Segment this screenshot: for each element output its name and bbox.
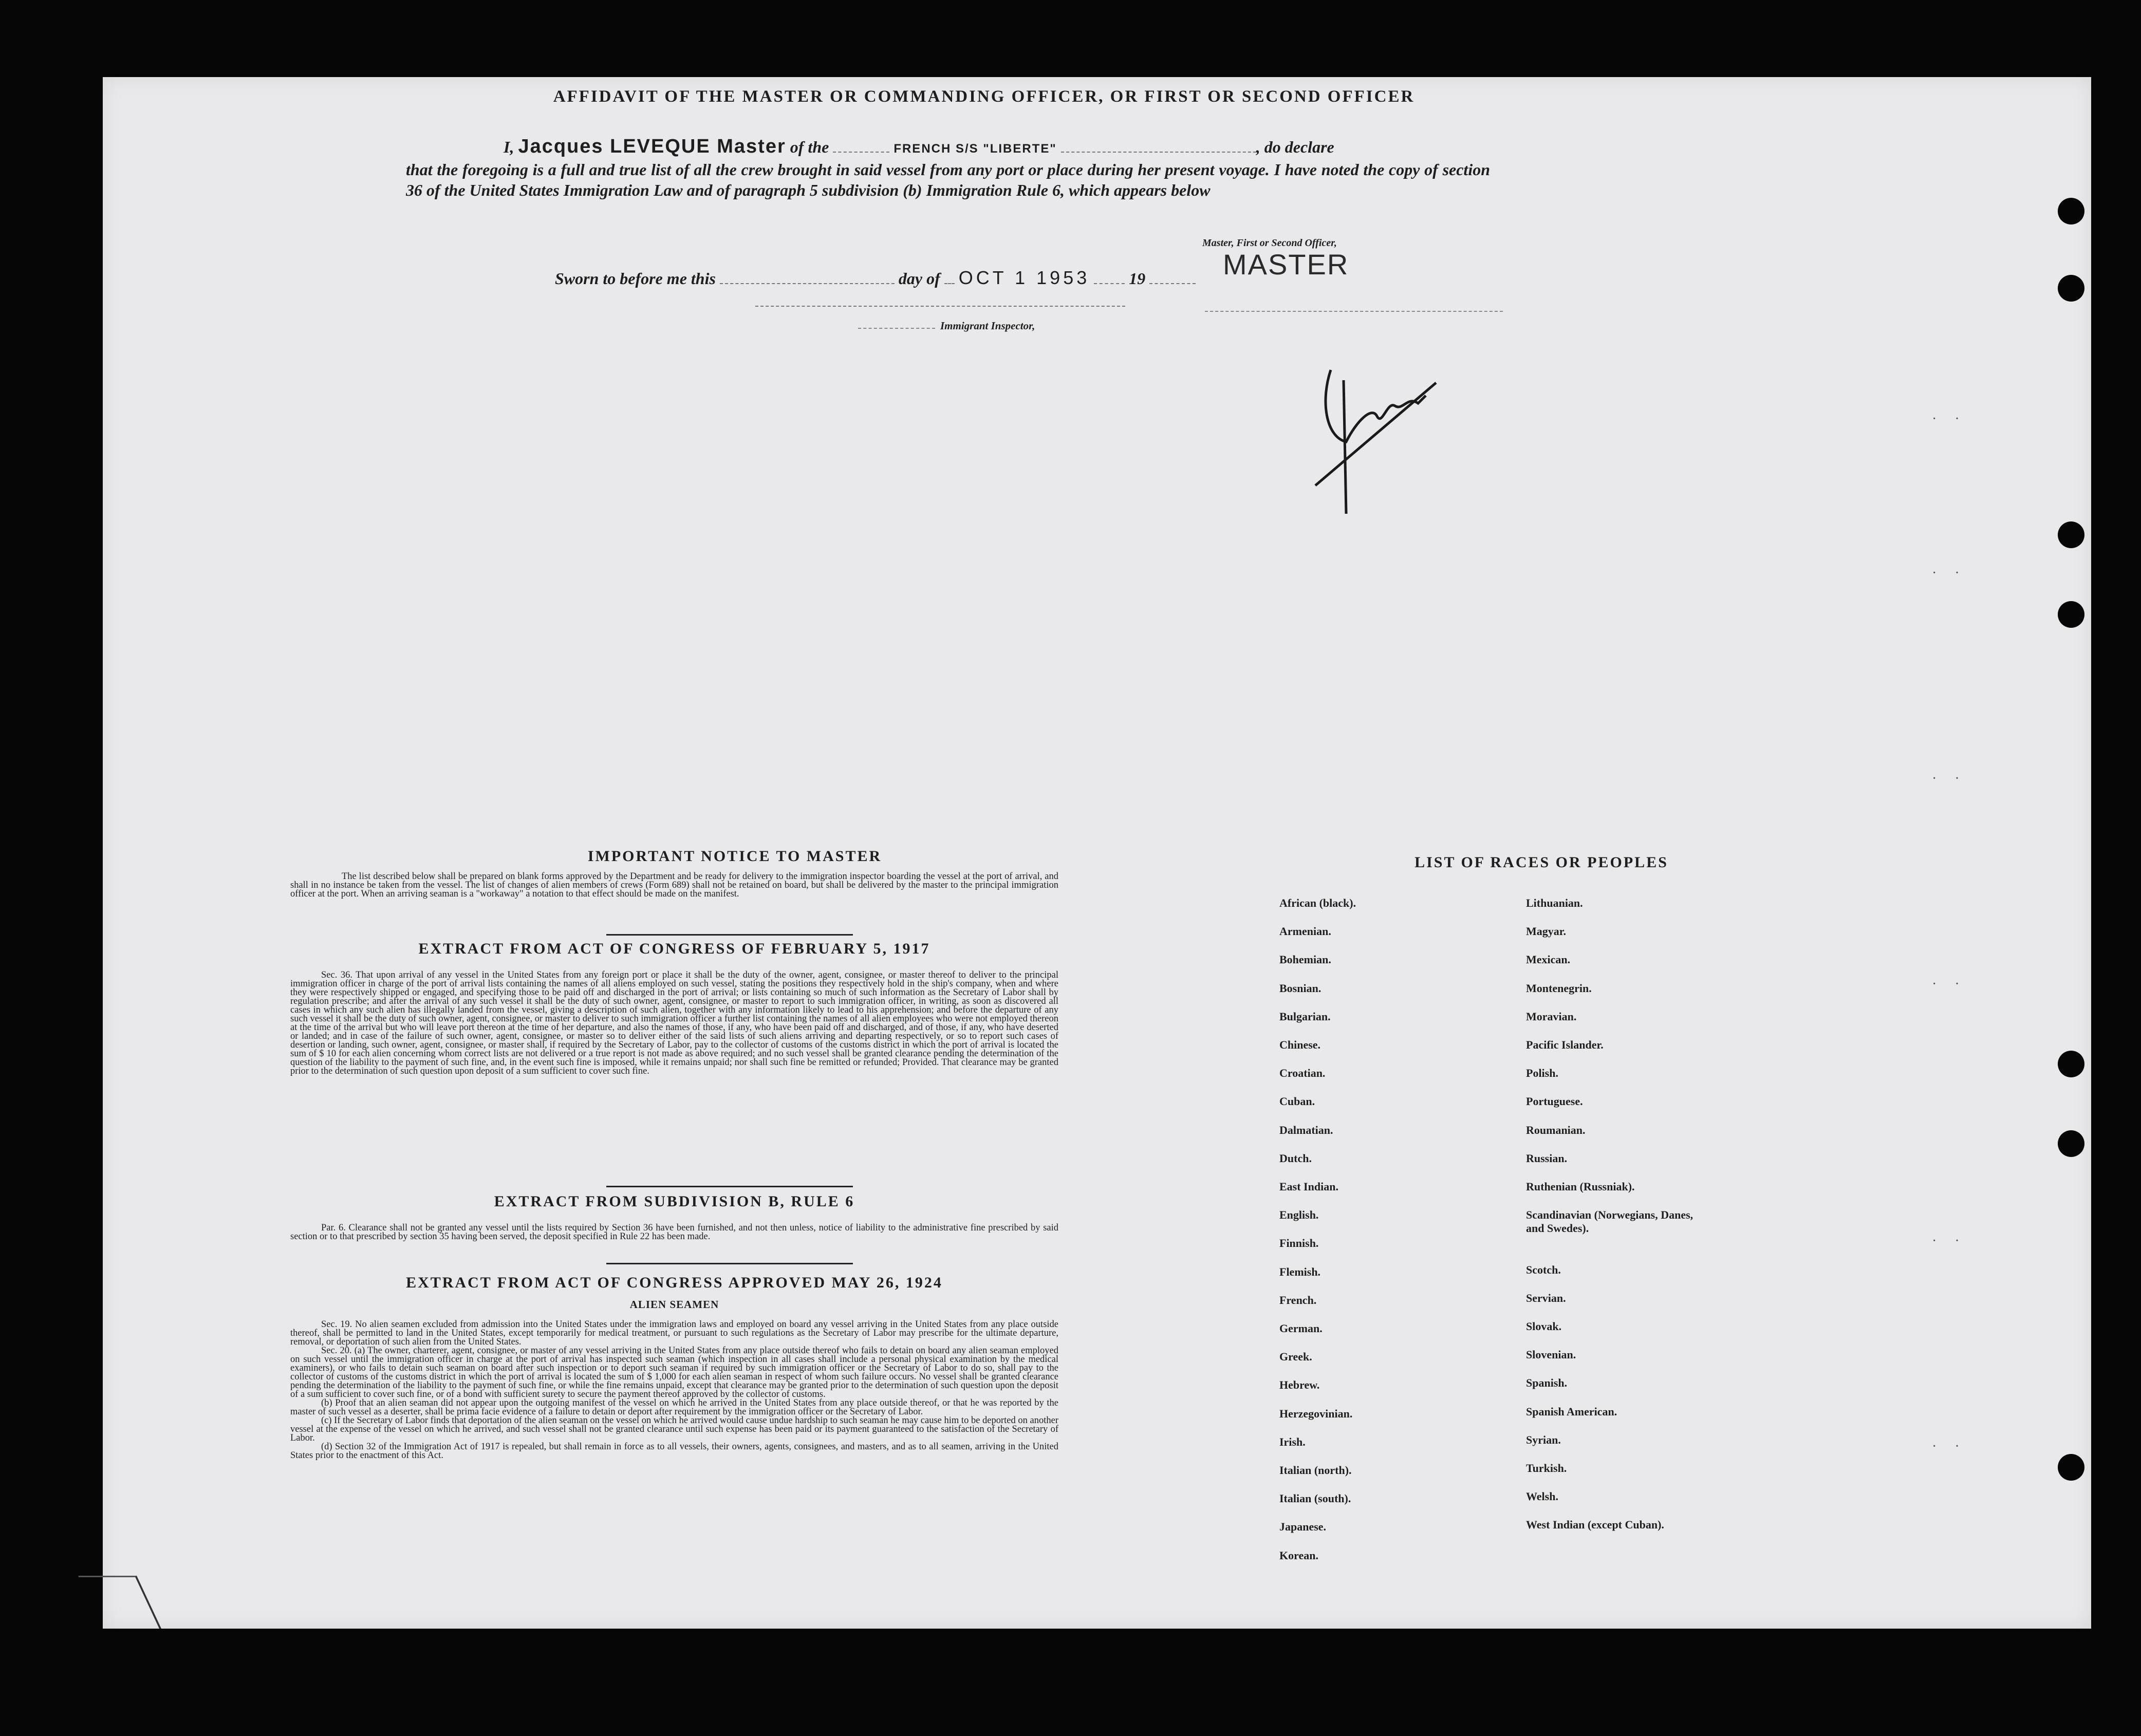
- punch-hole: [2058, 1051, 2084, 1077]
- race-item: Slovak.: [1526, 1320, 1562, 1333]
- race-item: Roumanian.: [1526, 1123, 1586, 1136]
- extract3-sec20a: Sec. 20. (a) The owner, charterer, agent, consignee, or master of any vessel arriving in the United States from any place outside thereof who fails to detain on board any alien seaman employed on such vessel until the immigration officer in charge at the port of arrival has inspected such seaman (which inspection in all cases shall include a personal physical examination by the medical examiners), or who fails to detain such seaman on board after such inspection or to deport such seaman if required by such immigration officer or the Secretary of Labor to do so, shall pay to the collector of customs of the customs district in which the port of arrival is located the sum of $ 1,000 for each alien seaman in respect of whom such failure occurs. No vessel shall be granted clearance pending the determination of the liability to the payment of such fine, or while the fine remains unpaid, except that clearance may be granted prior to the determination of such question upon the deposit of a sum sufficient to cover such fine, or of a bond with sufficient surety to secure the payment thereof approved by the collector of customs.: [290, 1346, 1058, 1399]
- extract3-sec20c: (c) If the Secretary of Labor finds that deportation of the alien seaman on the vessel on which he arrived would cause undue hardship to such seaman he may cause him to be deported on another vessel at the expense of the vessel on which he arrived, and such vessel shall not be granted clearance until such expense has been paid or its payment guaranteed to the satisfaction of the Secretary of Labor.: [290, 1415, 1058, 1443]
- race-item: Dutch.: [1279, 1151, 1312, 1165]
- declaration-body: that the foregoing is a full and true list of all the crew brought in said vessel from any port or place during her present voyage. I have noted the copy of section 36 of the United States Immigration Law and of paragraph 5 subdivision (b) Immigration Rule 6, which appears below: [406, 160, 1490, 199]
- dot-marks: · ·: [1932, 565, 1967, 581]
- race-item: Italian (north).: [1279, 1464, 1352, 1477]
- race-item: Bulgarian.: [1279, 1010, 1331, 1023]
- punch-hole: [2058, 198, 2084, 225]
- notice-body: The list described below shall be prepared on blank forms approved by the Department and be ready for delivery to the immigration inspector boarding the vessel at the port of arrival, and shall in no instance be taken from the vessel. The list of changes of alien members of crews (Form 689) shall not be retained on board, but shall be delivered by the master to the principal immigration officer at the port. When an arriving seaman is a "workaway" a notation to that effect should be made on the manifest.: [290, 871, 1058, 899]
- race-item: Magyar.: [1526, 925, 1567, 938]
- race-item: Finnish.: [1279, 1237, 1319, 1250]
- page-fold-mark: [78, 1576, 161, 1629]
- race-item: Moravian.: [1526, 1010, 1577, 1023]
- race-item: Hebrew.: [1279, 1378, 1320, 1392]
- punch-hole: [2058, 521, 2084, 548]
- dot-marks: · ·: [1932, 771, 1967, 787]
- race-item: Irish.: [1279, 1435, 1306, 1448]
- affidavit-title: AFFIDAVIT OF THE MASTER OR COMMANDING OFFICER, OR FIRST OR SECOND OFFICER: [553, 87, 1415, 106]
- year-prefix: 19: [1129, 269, 1146, 288]
- declaration-suffix: , do declare: [1256, 138, 1334, 156]
- race-item: Scotch.: [1526, 1263, 1561, 1276]
- divider: [606, 934, 853, 936]
- race-item: Greek.: [1279, 1350, 1312, 1364]
- notice-title: IMPORTANT NOTICE TO MASTER: [587, 848, 882, 865]
- punch-hole: [2058, 275, 2084, 302]
- extract3-title: EXTRACT FROM ACT OF CONGRESS APPROVED MAY 26, 1924: [406, 1274, 943, 1291]
- race-item: Bohemian.: [1279, 953, 1331, 966]
- races-title: LIST OF RACES OR PEOPLES: [1414, 854, 1668, 871]
- race-item: German.: [1279, 1322, 1323, 1335]
- race-item: West Indian (except Cuban).: [1526, 1518, 1664, 1532]
- race-item: Flemish.: [1279, 1265, 1321, 1278]
- race-item: Syrian.: [1526, 1433, 1561, 1446]
- punch-hole: [2058, 1130, 2084, 1157]
- signature-scribble: [1300, 360, 1454, 519]
- race-item: Herzegovinian.: [1279, 1407, 1353, 1420]
- affidavit-declaration: [406, 136, 1490, 200]
- punch-hole: [2058, 601, 2084, 628]
- extract3-sec19: Sec. 19. No alien seamen excluded from admission into the United States under the immigration laws and employed on board any vessel arriving in the United States from any place outside thereof, shall be permitted to land in the United States, except temporarily for medical treatment, or pursuant to such regulations as the Secretary of Labor may prescribe for the ultimate departure, removal, or deportation of such alien from the United States.: [290, 1319, 1058, 1347]
- sworn-line: [555, 267, 1196, 289]
- extract2-body: Par. 6. Clearance shall not be granted any vessel until the lists required by Section 36 have been furnished, and not then unless, notice of liability to the administrative fine prescribed by said section or to that prescribed by section 35 having been served, the deposit specified in Rule 22 has been made.: [290, 1223, 1058, 1242]
- extract1-body: Sec. 36. That upon arrival of any vessel in the United States from any foreign port or place it shall be the duty of the owner, agent, consignee, or master thereof to deliver to the principal immigration officer in charge of the port of arrival lists containing the names of all aliens employed on such vessel, stating the positions they respectively hold in the ship's company, when and where they were respectively shipped or engaged, and specifying those to be paid off and discharged in the port of arrival; or lists containing so much of such information as the Secretary of Labor shall by regulation prescribe; and after the arrival of any such vessel it shall be the duty of such owner, agent, consignee, or master to report to such immigration officer, in writing, as soon as discovered all cases in which any such alien has illegally landed from the vessel, giving a description of such alien, together with any information likely to lead to his apprehension; and before the departure of any such vessel it shall be the duty of such owner, agent, consignee, or master to deliver to such immigration officer a further list containing the names of all alien employees who were not employed thereon at the time of the arrival but who will leave port thereon at the time of her departure, and also the names of those, if any, who have been paid off and discharged, and of those, if any, who have deserted or landed; and in case of the failure of such owner, agent, consignee, or master so to deliver either of the said lists of such aliens arriving and departing respectively, or so to report such cases of desertion or landing, such owner, agent, consignee, or master shall, if required by the Secretary of Labor, pay to the collector of customs of the customs district in which the port of arrival is located the sum of $ 10 for each alien concerning whom correct lists are not delivered or a true report is not made as above required; and no such vessel shall be granted clearance pending the determination of the question of the liability to the payment of such fine, and, in the event such fine is imposed, while it remains unpaid; nor shall such fine be remitted or refunded; Provided. That clearance may be granted prior to the determination of such question upon deposit of a sum sufficient to cover such fine.: [290, 970, 1058, 1076]
- declaration-prefix: I,: [504, 138, 514, 156]
- race-item: Bosnian.: [1279, 981, 1321, 995]
- race-item: Slovenian.: [1526, 1348, 1576, 1361]
- master-name-handwritten: Jacques LEVEQUE Master: [518, 136, 786, 157]
- signature-caption: Master, First or Second Officer,: [1202, 237, 1337, 249]
- race-item: Japanese.: [1279, 1520, 1327, 1534]
- master-stamp: MASTER: [1223, 248, 1349, 281]
- race-item: Armenian.: [1279, 925, 1331, 938]
- vessel-name-stamp: FRENCH S/S "LIBERTE": [893, 142, 1057, 156]
- date-stamp: OCT 1 1953: [958, 267, 1090, 288]
- race-item: Pacific Islander.: [1526, 1038, 1604, 1051]
- race-item: Cuban.: [1279, 1095, 1315, 1108]
- race-item: Servian.: [1526, 1291, 1566, 1304]
- race-item: English.: [1279, 1208, 1319, 1222]
- race-item: Croatian.: [1279, 1067, 1326, 1080]
- race-item: Polish.: [1526, 1067, 1558, 1080]
- race-item: Welsh.: [1526, 1490, 1558, 1503]
- race-item: Mexican.: [1526, 953, 1571, 966]
- inspector-caption: Immigrant Inspector,: [940, 320, 1035, 332]
- race-item: Italian (south).: [1279, 1492, 1351, 1505]
- inspector-dash: [858, 328, 935, 329]
- race-item: Spanish American.: [1526, 1405, 1617, 1418]
- dot-marks: · ·: [1932, 1439, 1967, 1454]
- day-of-text: day of: [898, 269, 940, 288]
- race-item: Lithuanian.: [1526, 897, 1583, 909]
- race-item: Chinese.: [1279, 1038, 1321, 1051]
- race-item: Portuguese.: [1526, 1095, 1583, 1108]
- extract1-title: EXTRACT FROM ACT OF CONGRESS OF FEBRUARY 5, 1917: [418, 940, 930, 957]
- race-item: French.: [1279, 1293, 1317, 1306]
- extract3-sec20b: (b) Proof that an alien seaman did not appear upon the outgoing manifest of the vessel on which he arrived in the United States from any place outside thereof, or that he was reported by the master of such vessel as a deserter, shall be prima facie evidence of a failure to detain or deport after requirement by the immigration officer or the Secretary of Labor.: [290, 1398, 1058, 1417]
- race-item: Turkish.: [1526, 1462, 1567, 1474]
- race-item: Ruthenian (Russniak).: [1526, 1180, 1635, 1193]
- race-item: Scandinavian (Norwegians, Danes, and Swedes).: [1526, 1208, 1693, 1235]
- sworn-text: Sworn to before me this: [555, 269, 716, 288]
- dot-marks: · ·: [1932, 411, 1967, 427]
- dot-marks: · ·: [1932, 976, 1967, 992]
- extract2-title: EXTRACT FROM SUBDIVISION B, RULE 6: [494, 1193, 855, 1210]
- race-item: Russian.: [1526, 1151, 1568, 1165]
- race-item: East Indian.: [1279, 1180, 1338, 1193]
- signature-line: [1205, 311, 1503, 312]
- race-item: Korean.: [1279, 1548, 1318, 1562]
- race-item: African (black).: [1279, 897, 1356, 909]
- race-item: Spanish.: [1526, 1376, 1568, 1390]
- dot-marks: · ·: [1932, 1233, 1967, 1249]
- declaration-of-the: of the: [790, 138, 829, 156]
- divider: [606, 1186, 853, 1187]
- divider: [606, 1263, 853, 1264]
- race-item: Montenegrin.: [1526, 981, 1592, 995]
- race-item: Dalmatian.: [1279, 1123, 1333, 1136]
- extract3-sec20d: (d) Section 32 of the Immigration Act of 1917 is repealed, but shall remain in force as to all vessels, their owners, agents, consignees, and masters, and as to all seamen, arriving in the United States prior to the enactment of this Act.: [290, 1442, 1058, 1461]
- punch-hole: [2058, 1454, 2084, 1481]
- extract3-subtitle: ALIEN SEAMEN: [629, 1298, 719, 1311]
- extract3-body: [290, 1320, 1058, 1460]
- inspector-signature-line: [755, 306, 1125, 307]
